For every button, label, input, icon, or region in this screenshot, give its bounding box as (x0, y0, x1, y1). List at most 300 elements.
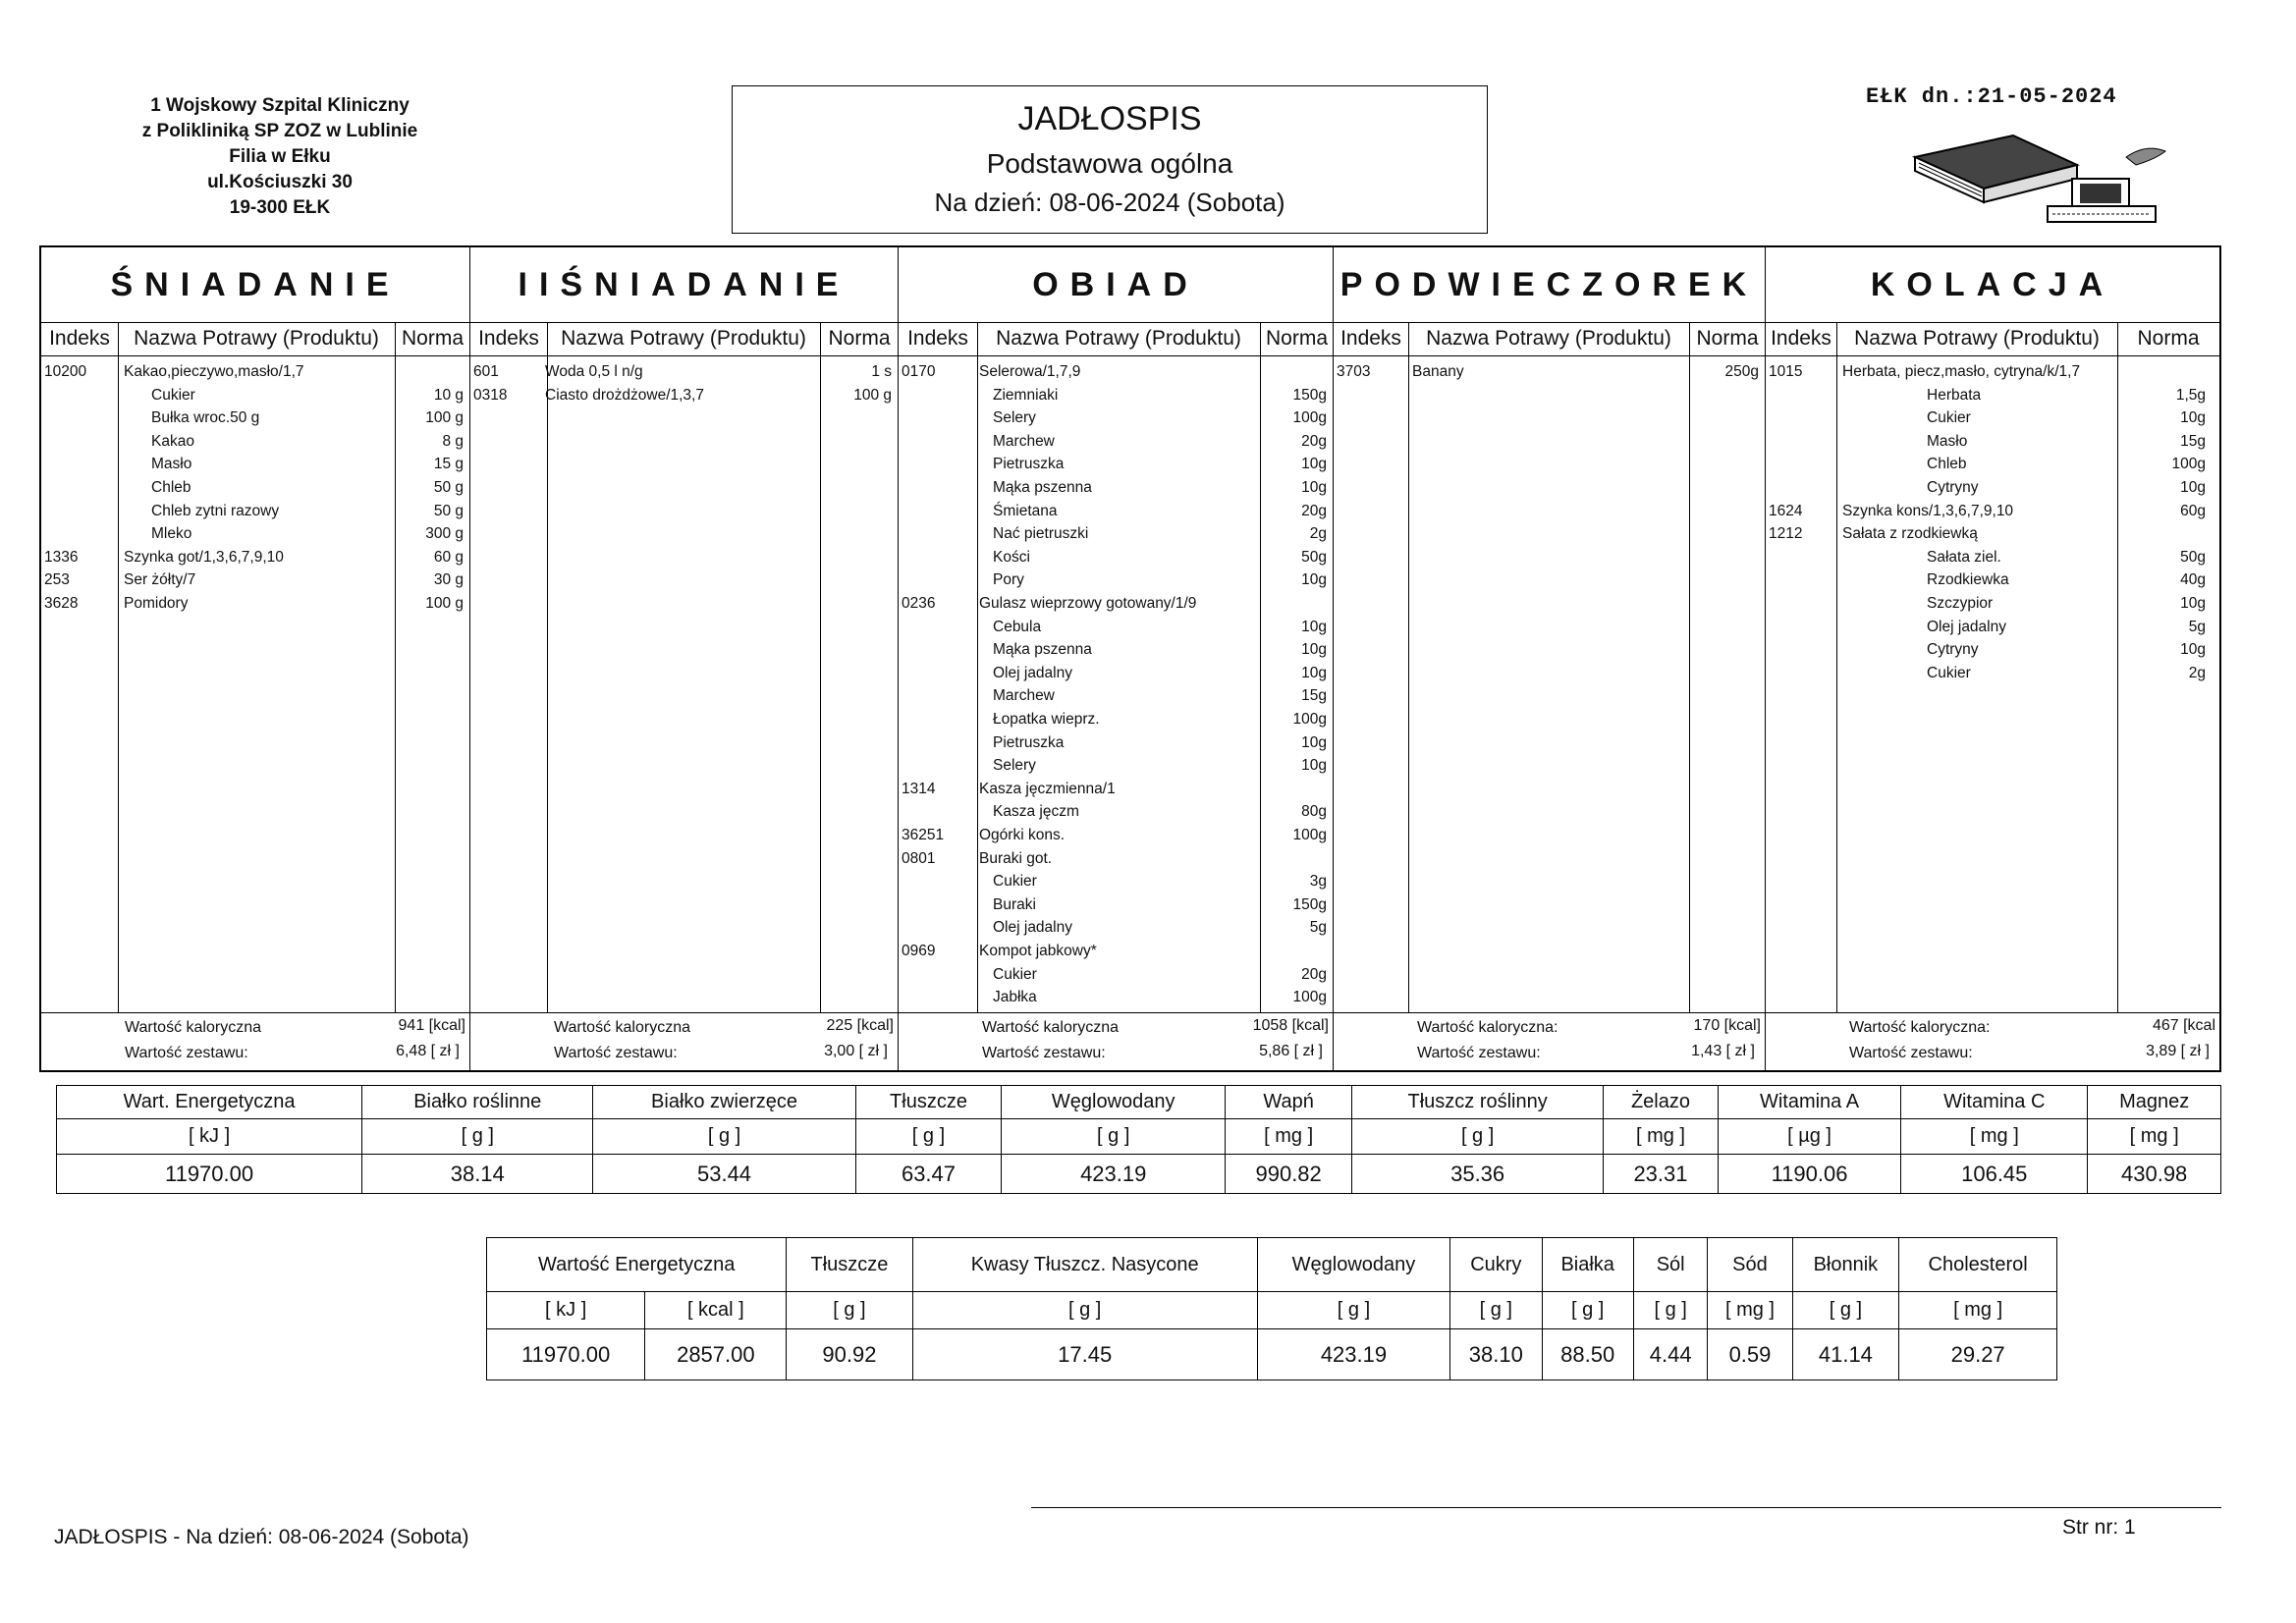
address-line: ul.Kościuszki 30 (207, 172, 353, 192)
nutrient-unit-cell: [ g ] (1450, 1292, 1542, 1329)
calorie-label: Wartość kaloryczna: (1417, 1019, 1558, 1036)
item-norm: 80g (1301, 803, 1327, 821)
column-header-index: Indeks (470, 322, 547, 356)
dish-name: Sałata z rzodkiewką (1842, 525, 1978, 543)
menu-item-row (899, 731, 1333, 755)
nutrient-value-cell: 17.45 (912, 1329, 1257, 1380)
dish-name: Ogórki kons. (979, 827, 1066, 843)
menu-item-row (1766, 546, 2219, 569)
item-norm: 30 g (433, 571, 464, 589)
item-index: 1015 (1769, 363, 1803, 380)
item-norm: 15g (1301, 687, 1327, 705)
menu-item-row (41, 500, 469, 523)
item-norm: 100g (1292, 989, 1327, 1006)
address-line: 19-300 EŁK (229, 197, 331, 218)
ingredient-name: Rzodkiewka (1927, 571, 2009, 589)
item-norm: 10g (1301, 641, 1327, 659)
address-line: 1 Wojskowy Szpital Kliniczny (150, 95, 410, 116)
ingredient-name: Olej jadalny (1927, 618, 2006, 635)
menu-item-row (1766, 453, 2219, 476)
calorie-value: 467 [kcal (2152, 1017, 2215, 1034)
meal-summary (899, 1012, 1333, 1070)
dish-name: Szynka kons/1,3,6,7,9,10 (1842, 502, 2014, 519)
ingredient-name: Cytryny (1927, 641, 1979, 659)
menu-item-row (899, 500, 1333, 523)
item-norm: 10g (1301, 733, 1327, 751)
ingredient-name: Cukier (1927, 409, 1971, 427)
column-divider (820, 322, 821, 1013)
nutrient-unit-cell: [ kcal ] (645, 1292, 787, 1329)
ingredient-name: Herbata (1927, 386, 1982, 404)
meal-title: OBIAD (899, 247, 1333, 323)
calorie-value: 170 [kcal] (1693, 1017, 1761, 1034)
dish-name: Kakao,pieczywo,masło/1,7 (124, 363, 304, 380)
ingredient-name: Jabłka (993, 989, 1037, 1006)
item-norm: 50 g (433, 479, 464, 496)
ingredient-name: Cukier (993, 965, 1037, 983)
nutrient-unit-cell: [ mg ] (1708, 1292, 1792, 1329)
menu-item-row (899, 824, 1333, 847)
ingredient-name: Chleb (1927, 456, 1967, 473)
nutrient-unit-row (57, 1119, 2221, 1155)
item-norm: 2g (1309, 525, 1327, 543)
nutrient-header-cell: Tłuszcze (855, 1086, 1002, 1119)
set-value-label: Wartość zestawu: (554, 1045, 678, 1061)
ingredient-name: Bułka wroc.50 g (151, 409, 260, 427)
menu-item-row (41, 568, 469, 592)
title-box (732, 85, 1488, 234)
nutrient-header-cell: Tłuszcze (787, 1238, 912, 1292)
ingredient-name: Ziemniaki (993, 386, 1059, 404)
item-norm: 50g (1301, 548, 1327, 566)
menu-item-row (899, 360, 1333, 384)
menu-item-row (899, 453, 1333, 476)
item-index: 1314 (902, 780, 936, 797)
item-norm: 20g (1301, 432, 1327, 450)
item-norm: 5g (2188, 618, 2206, 635)
ingredient-name: Marchew (993, 687, 1055, 705)
menu-item-row (899, 800, 1333, 824)
ingredient-name: Marchew (993, 432, 1055, 450)
nutrient-header-cell: Sód (1708, 1238, 1792, 1292)
ingredient-name: Cukier (1927, 664, 1971, 681)
page-number: Str nr: 1 (2062, 1516, 2136, 1539)
menu-item-row (1766, 406, 2219, 430)
calorie-value: 941 [kcal] (398, 1017, 465, 1034)
nutrient-unit-cell: [ g ] (1257, 1292, 1449, 1329)
nutrient-value-cell: 990.82 (1226, 1155, 1352, 1194)
ingredient-name: Szczypior (1927, 595, 1994, 612)
item-index: 0318 (473, 386, 508, 404)
menu-item-row (899, 592, 1333, 616)
menu-item-row (1766, 500, 2219, 523)
nutrient-header-cell: Błonnik (1792, 1238, 1899, 1292)
dish-name: Herbata, piecz,masło, cytryna/k/1,7 (1842, 363, 2081, 380)
nutrient-unit-cell: [ µg ] (1718, 1119, 1900, 1155)
menu-item-row (1766, 616, 2219, 639)
ingredient-name: Łopatka wieprz. (993, 711, 1100, 728)
set-value-label: Wartość zestawu: (125, 1045, 248, 1061)
menu-item-row (470, 360, 898, 384)
menu-date: Na dzień: 08-06-2024 (Sobota) (934, 188, 1285, 217)
menu-item-row (41, 476, 469, 500)
nutrient-value-cell: 423.19 (1002, 1155, 1226, 1194)
ingredient-name: Cebula (993, 618, 1042, 635)
item-norm: 100 g (425, 409, 464, 427)
nutrient-value-cell: 29.27 (1899, 1329, 2057, 1380)
nutrient-header-row (57, 1086, 2221, 1119)
menu-item-row (899, 568, 1333, 592)
set-value: 5,86 [ zł ] (1259, 1043, 1323, 1059)
ingredient-name: Nać pietruszki (993, 525, 1089, 543)
nutrient-value-cell: 38.10 (1450, 1329, 1542, 1380)
item-norm: 10 g (433, 386, 464, 404)
column-header-index: Indeks (899, 322, 977, 356)
nutrient-value-cell: 2857.00 (645, 1329, 787, 1380)
nutrient-header-cell: Białko zwierzęce (593, 1086, 855, 1119)
ingredient-name: Pietruszka (993, 456, 1065, 473)
nutrient-value-cell: 41.14 (1792, 1329, 1899, 1380)
column-divider (1689, 322, 1690, 1013)
dish-name: Ser żółty/7 (124, 571, 196, 589)
ingredient-name: Chleb (151, 479, 191, 496)
nutrient-header-cell: Białka (1542, 1238, 1633, 1292)
menu-item-row (899, 870, 1333, 893)
menu-item-row (1766, 360, 2219, 384)
item-index: 0236 (902, 595, 936, 612)
calorie-label: Wartość kaloryczna (982, 1019, 1119, 1036)
issue-date: EŁK dn.:21-05-2024 (1866, 84, 2117, 109)
item-norm: 10g (1301, 456, 1327, 473)
menu-item-row (1766, 592, 2219, 616)
set-value: 6,48 [ zł ] (396, 1043, 460, 1059)
item-norm: 10g (1301, 664, 1327, 681)
ingredient-name: Cytryny (1927, 479, 1979, 496)
menu-item-row (899, 986, 1333, 1009)
nutrient-header-row (487, 1238, 2057, 1292)
meal-4 (1334, 247, 1766, 1070)
nutrient-header-cell: Cholesterol (1899, 1238, 2057, 1292)
menu-item-row (899, 754, 1333, 778)
item-index: 1624 (1769, 502, 1803, 519)
item-norm: 250g (1724, 363, 1759, 380)
dish-name: Gulasz wieprzowy gotowany/1/9 (979, 595, 1197, 612)
ingredient-name: Pietruszka (993, 733, 1065, 751)
item-index: 601 (473, 363, 499, 380)
footer-text: JADŁOSPIS - Na dzień: 08-06-2024 (Sobota) (54, 1526, 469, 1548)
menu-item-row (1766, 430, 2219, 454)
nutrient-header-cell: Witamina C (1901, 1086, 2088, 1119)
item-index: 3628 (44, 595, 79, 612)
nutrient-value-cell: 1190.06 (1718, 1155, 1900, 1194)
ingredient-name: Pory (993, 571, 1024, 589)
nutrition-table-1 (56, 1085, 2221, 1194)
ingredient-name: Olej jadalny (993, 664, 1072, 681)
set-value-label: Wartość zestawu: (1417, 1045, 1541, 1061)
item-norm: 60 g (433, 548, 464, 566)
nutrient-header-cell: Tłuszcz roślinny (1352, 1086, 1604, 1119)
column-header-norm: Norma (1689, 322, 1766, 356)
column-header-index: Indeks (1766, 322, 1836, 356)
dish-name: Ciasto drożdżowe/1,3,7 (545, 386, 704, 404)
ingredient-name: Mąka pszenna (993, 641, 1092, 659)
item-norm: 50 g (433, 502, 464, 519)
nutrient-value-cell: 423.19 (1257, 1329, 1449, 1380)
ingredient-name: Śmietana (993, 502, 1058, 519)
dish-name: Banany (1412, 363, 1464, 380)
meal-title: PODWIECZOREK (1334, 247, 1765, 323)
menu-item-row (899, 384, 1333, 407)
nutrient-value-row (57, 1155, 2221, 1194)
meal-summary (1334, 1012, 1765, 1070)
column-header-norm: Norma (820, 322, 899, 356)
item-norm: 1,5g (2175, 386, 2206, 404)
meal-summary (1766, 1012, 2219, 1070)
menu-item-row (899, 940, 1333, 963)
menu-item-row (899, 662, 1333, 685)
item-norm: 10g (1301, 757, 1327, 775)
menu-item-row (1766, 522, 2219, 546)
nutrient-header-cell: Witamina A (1718, 1086, 1900, 1119)
nutrient-unit-cell: [ g ] (362, 1119, 593, 1155)
nutrient-header-cell: Wapń (1226, 1086, 1352, 1119)
nutrient-unit-cell: [ mg ] (2088, 1119, 2221, 1155)
nutrient-unit-cell: [ g ] (1792, 1292, 1899, 1329)
item-norm: 100 g (425, 595, 464, 612)
menu-item-row (899, 522, 1333, 546)
item-norm: 15 g (433, 456, 464, 473)
dish-name: Selerowa/1,7,9 (979, 363, 1081, 380)
menu-item-row (899, 406, 1333, 430)
nutrient-header-cell: Sól (1633, 1238, 1708, 1292)
calorie-value: 225 [kcal] (826, 1017, 894, 1034)
item-norm: 20g (1301, 502, 1327, 519)
nutrient-value-cell: 53.44 (593, 1155, 855, 1194)
ingredient-name: Mąka pszenna (993, 479, 1092, 496)
set-value: 3,00 [ zł ] (824, 1043, 888, 1059)
menu-item-row (899, 476, 1333, 500)
nutrient-header-cell: Cukry (1450, 1238, 1542, 1292)
column-header-norm: Norma (1260, 322, 1334, 356)
item-norm: 5g (1309, 919, 1327, 937)
nutrient-header-cell: Magnez (2088, 1086, 2221, 1119)
nutrient-unit-cell: [ g ] (1002, 1119, 1226, 1155)
menu-item-row (1334, 360, 1765, 384)
column-header-name: Nazwa Potrawy (Produktu) (1836, 322, 2117, 356)
column-header-index: Indeks (1334, 322, 1408, 356)
nutrient-unit-cell: [ g ] (855, 1119, 1002, 1155)
menu-item-row (899, 847, 1333, 871)
item-index: 1336 (44, 548, 79, 566)
menu-item-row (899, 616, 1333, 639)
page-subtitle: Podstawowa ogólna (986, 148, 1233, 179)
nutrient-unit-cell: [ mg ] (1604, 1119, 1719, 1155)
nutrient-value-cell: 11970.00 (487, 1329, 645, 1380)
menu-item-row (1766, 662, 2219, 685)
nutrient-header-cell: Węglowodany (1002, 1086, 1226, 1119)
item-norm: 20g (1301, 965, 1327, 983)
meal-5 (1766, 247, 2219, 1070)
dish-name: Woda 0,5 l n/g (545, 363, 643, 380)
meal-summary (470, 1012, 898, 1070)
item-index: 0969 (902, 943, 936, 959)
item-norm: 3g (1309, 873, 1327, 891)
item-norm: 60g (2180, 502, 2206, 519)
meals-table (39, 245, 2221, 1072)
ingredient-name: Masło (1927, 432, 1968, 450)
nutrient-header-cell: Wartość Energetyczna (487, 1238, 787, 1292)
column-header-name: Nazwa Potrawy (Produktu) (547, 322, 820, 356)
item-norm: 100g (1292, 827, 1327, 843)
menu-item-row (899, 778, 1333, 801)
item-index: 0801 (902, 849, 936, 867)
nutrient-value-cell: 430.98 (2088, 1155, 2221, 1194)
meal-3 (899, 247, 1334, 1070)
ingredient-name: Mleko (151, 525, 192, 543)
nutrient-value-cell: 88.50 (1542, 1329, 1633, 1380)
ingredient-name: Selery (993, 409, 1036, 427)
menu-item-row (899, 684, 1333, 708)
book-computer-icon (1905, 128, 2180, 226)
ingredient-name: Sałata ziel. (1927, 548, 2001, 566)
column-header-name: Nazwa Potrawy (Produktu) (977, 322, 1260, 356)
calorie-label: Wartość kaloryczna (125, 1019, 261, 1036)
set-value-label: Wartość zestawu: (1849, 1045, 1973, 1061)
hospital-address (98, 93, 462, 221)
ingredient-name: Selery (993, 757, 1036, 775)
nutrient-unit-cell: [ g ] (787, 1292, 912, 1329)
menu-item-row (899, 963, 1333, 987)
item-norm: 100g (1292, 409, 1327, 427)
item-index: 1212 (1769, 525, 1803, 543)
item-norm: 100g (1292, 711, 1327, 728)
menu-item-row (1766, 384, 2219, 407)
menu-item-row (899, 638, 1333, 662)
item-norm: 100g (2171, 456, 2206, 473)
set-value-label: Wartość zestawu: (982, 1045, 1106, 1061)
item-norm: 15g (2180, 432, 2206, 450)
menu-item-row (899, 708, 1333, 731)
nutrient-value-row (487, 1329, 2057, 1380)
nutrient-unit-cell: [ kJ ] (57, 1119, 362, 1155)
calorie-value: 1058 [kcal] (1252, 1017, 1329, 1034)
menu-item-row (41, 592, 469, 616)
meal-title: KOLACJA (1766, 247, 2219, 323)
ingredient-name: Masło (151, 456, 192, 473)
item-index: 36251 (902, 827, 945, 843)
menu-item-row (899, 430, 1333, 454)
page-title: JADŁOSPIS (1017, 100, 1202, 137)
column-header-index: Indeks (41, 322, 118, 356)
nutrient-value-cell: 90.92 (787, 1329, 912, 1380)
menu-item-row (899, 893, 1333, 917)
nutrient-unit-cell: [ g ] (1633, 1292, 1708, 1329)
calorie-label: Wartość kaloryczna (554, 1019, 690, 1036)
item-index: 10200 (44, 363, 87, 380)
column-header-name: Nazwa Potrawy (Produktu) (1408, 322, 1689, 356)
menu-item-row (41, 522, 469, 546)
calorie-label: Wartość kaloryczna: (1849, 1019, 1991, 1036)
nutrition-table-2 (486, 1237, 2057, 1380)
menu-item-row (1766, 638, 2219, 662)
item-norm: 8 g (442, 432, 464, 450)
nutrient-unit-cell: [ mg ] (1226, 1119, 1352, 1155)
column-header-norm: Norma (2117, 322, 2219, 356)
address-line: Filia w Ełku (229, 146, 331, 167)
item-norm: 50g (2180, 548, 2206, 566)
nutrient-header-cell: Białko roślinne (362, 1086, 593, 1119)
nutrient-unit-row (487, 1292, 2057, 1329)
menu-item-row (41, 384, 469, 407)
address-line: z Polikliniką SP ZOZ w Lublinie (141, 121, 418, 141)
ingredient-name: Buraki (993, 895, 1036, 913)
column-header-name: Nazwa Potrawy (Produktu) (118, 322, 395, 356)
nutrient-unit-cell: [ mg ] (1899, 1292, 2057, 1329)
meal-summary (41, 1012, 469, 1070)
nutrient-value-cell: 106.45 (1901, 1155, 2088, 1194)
item-index: 253 (44, 571, 70, 589)
nutrient-value-cell: 0.59 (1708, 1329, 1792, 1380)
menu-item-row (1766, 476, 2219, 500)
dish-name: Pomidory (124, 595, 189, 612)
nutrient-header-cell: Kwasy Tłuszcz. Nasycone (912, 1238, 1257, 1292)
ingredient-name: Cukier (151, 386, 195, 404)
meal-title: ŚNIADANIE (41, 247, 469, 323)
menu-item-row (41, 430, 469, 454)
menu-item-row (41, 453, 469, 476)
item-norm: 100 g (853, 386, 892, 404)
item-norm: 10g (2180, 595, 2206, 612)
ingredient-name: Olej jadalny (993, 919, 1072, 937)
footer-divider (1031, 1507, 2221, 1508)
meal-2 (470, 247, 899, 1070)
nutrient-value-cell: 11970.00 (57, 1155, 362, 1194)
item-norm: 10g (1301, 571, 1327, 589)
item-norm: 1 s (871, 363, 892, 380)
nutrient-unit-cell: [ g ] (593, 1119, 855, 1155)
item-norm: 300 g (425, 525, 464, 543)
nutrient-value-cell: 63.47 (855, 1155, 1002, 1194)
nutrient-unit-cell: [ g ] (1542, 1292, 1633, 1329)
set-value: 1,43 [ zł ] (1691, 1043, 1755, 1059)
nutrient-unit-cell: [ g ] (1352, 1119, 1604, 1155)
nutrient-value-cell: 4.44 (1633, 1329, 1708, 1380)
menu-item-row (470, 384, 898, 407)
dish-name: Buraki got. (979, 849, 1053, 867)
item-norm: 150g (1292, 386, 1327, 404)
dish-name: Szynka got/1,3,6,7,9,10 (124, 548, 284, 566)
item-norm: 10g (2180, 479, 2206, 496)
set-value: 3,89 [ zł ] (2146, 1043, 2210, 1059)
menu-item-row (41, 546, 469, 569)
nutrient-header-cell: Węglowodany (1257, 1238, 1449, 1292)
nutrient-unit-cell: [ kJ ] (487, 1292, 645, 1329)
ingredient-name: Chleb zytni razowy (151, 502, 280, 519)
item-norm: 2g (2188, 664, 2206, 681)
nutrient-value-cell: 38.14 (362, 1155, 593, 1194)
dish-name: Kompot jabkowy* (979, 943, 1097, 959)
item-index: 0170 (902, 363, 936, 380)
nutrient-header-cell: Wart. Energetyczna (57, 1086, 362, 1119)
item-norm: 10g (2180, 641, 2206, 659)
meal-title: IIŚNIADANIE (470, 247, 898, 323)
ingredient-name: Kakao (151, 432, 194, 450)
menu-item-row (1766, 568, 2219, 592)
item-norm: 40g (2180, 571, 2206, 589)
item-index: 3703 (1337, 363, 1371, 380)
nutrient-header-cell: Żelazo (1604, 1086, 1719, 1119)
menu-item-row (899, 916, 1333, 940)
